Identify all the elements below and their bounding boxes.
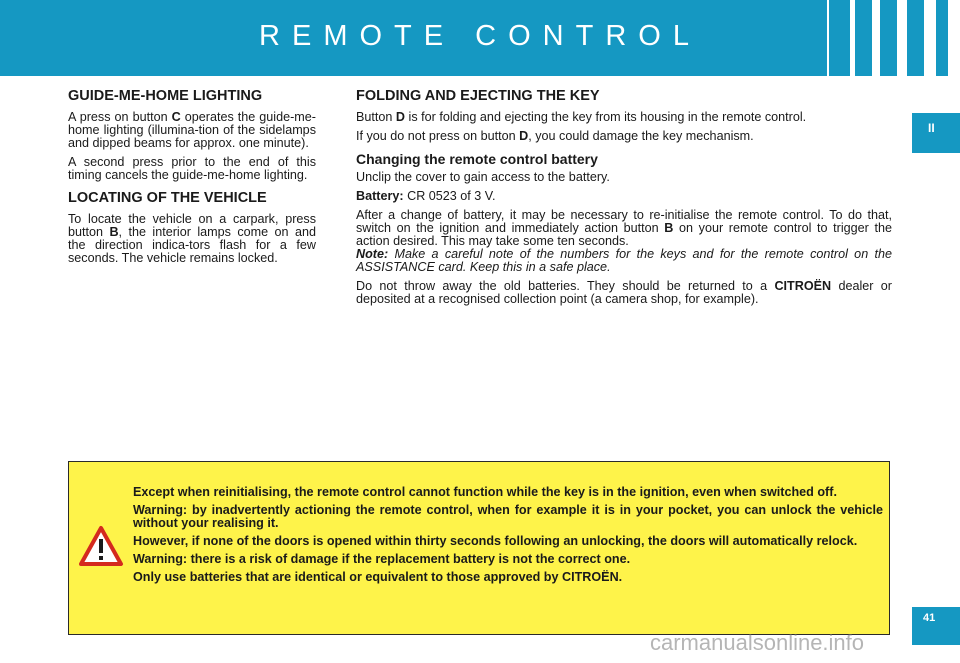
battery-paragraph-3: After a change of battery, it may be necessary to re-initialise the remote control. To do that, switch on the ignition and immediately action button B on your remote control to trigger the action desired. This may take some ten seconds. [356,208,893,248]
battery-heading: Changing the remote control battery [356,151,598,167]
warning-text [133,486,883,589]
note-paragraph: Note: Make a careful note of the numbers for the keys and for the remote control on the ASSISTANCE card. Keep this in a safe place. [356,247,892,274]
folding-paragraph-1: Button D is for folding and ejecting the key from its housing in the remote control. [356,110,807,124]
warning-triangle-icon [78,525,124,567]
watermark: carmanualsonline.info [650,630,865,655]
header-banner [0,0,960,76]
guide-paragraph-2: A second press prior to the end of this timing cancels the guide-me-home lighting. [68,155,316,182]
warning-line-3: However, if none of the doors is opened within thirty seconds following an unlocking, the doors will automatically relock. [133,534,858,548]
warning-line-1: Except when reinitialising, the remote control cannot function while the key is in the ignition, even when switched off. [133,485,837,499]
chapter-tab: II [912,113,960,153]
warning-box [68,461,890,635]
page-number: 41 [912,607,960,645]
battery-paragraph-1: Unclip the cover to gain access to the battery. [356,170,610,184]
guide-me-home-heading: GUIDE-ME-HOME LIGHTING [68,88,263,104]
battery-paragraph-4: Do not throw away the old batteries. They should be returned to a CITROËN dealer or deposited at a recognised collection point (a camera shop, for example). [356,279,892,306]
left-column [68,90,316,271]
page-title: REMOTE CONTROL [259,20,701,52]
right-column [356,90,892,312]
warning-line-5: Only use batteries that are identical or equivalent to those approved by CITROËN. [133,570,623,584]
locating-paragraph: To locate the vehicle on a carpark, press button B, the interior lamps come on and the direction indica-tors flash for a few seconds. The vehicle remains locked. [68,212,316,265]
battery-spec: Battery: CR 0523 of 3 V. [356,189,496,203]
folding-paragraph-2: If you do not press on button D, you could damage the key mechanism. [356,129,754,143]
guide-paragraph-1: A press on button C operates the guide-me-home lighting (illumina-tion of the sidelamps and dipped beams for approx. one minute). [68,110,316,150]
folding-heading: FOLDING AND EJECTING THE KEY [356,88,600,104]
locating-heading: LOCATING OF THE VEHICLE [68,190,267,206]
warning-line-2: Warning: by inadvertently actioning the remote control, when for example it is in your pocket, you can unlock the vehicle without your realising it. [133,503,883,530]
warning-line-4: Warning: there is a risk of damage if the replacement battery is not the correct one. [133,552,631,566]
